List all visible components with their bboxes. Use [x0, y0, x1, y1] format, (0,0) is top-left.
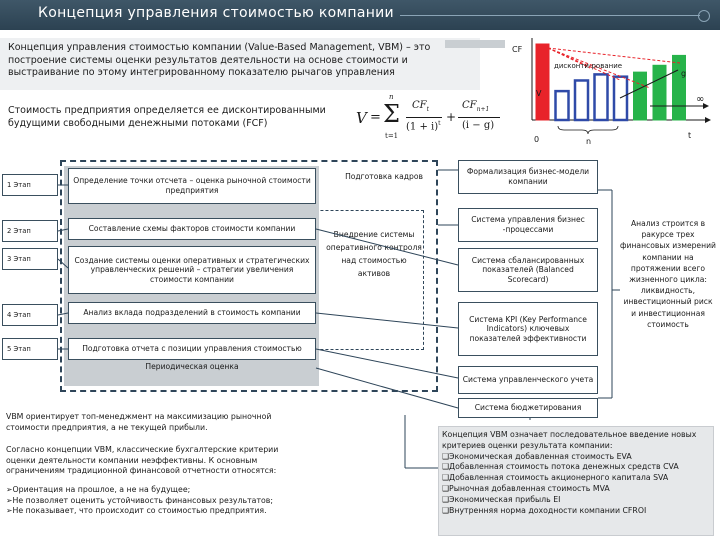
term1-den-sup: t	[438, 120, 441, 127]
criteria-item: Внутренняя норма доходности компании CFROI	[449, 505, 647, 515]
vbm-definition: Концепция управления стоимостью компании (Value-Based Management, VBM) – это построение системы оценки результатов деятельности на основе стоимости и выстраивание по этому интегрированному показателю рычагов управления	[8, 42, 431, 78]
intro-accent-bar	[445, 40, 505, 48]
discount-label: дисконти-рование	[554, 62, 623, 70]
list-item: ➢Не позволяет оценить устойчивость финансовых результатов;	[6, 495, 273, 505]
list-item: ❑Экономическая прибыль EI	[442, 494, 561, 504]
title-ornament	[698, 10, 710, 22]
formula-plus: +	[446, 110, 457, 124]
cf-bar-5	[634, 72, 647, 120]
term2-num-sub: n+1	[476, 106, 490, 113]
system-process-management: Система управления бизнес -процессами	[458, 208, 598, 242]
vbm-note	[6, 412, 306, 517]
cf-bar-3	[595, 74, 608, 120]
formula-term2-bar	[458, 117, 500, 118]
inf-label: ∞	[696, 94, 705, 105]
growth-line	[620, 70, 678, 98]
stage-5-label: 5 Этап	[2, 338, 58, 360]
stage-5-task: Подготовка отчета с позиции управления стоимостью	[68, 338, 316, 360]
list-item: ❑Добавленная стоимость потока денежных средств CVA	[442, 462, 679, 472]
term1-num-sub: t	[426, 106, 430, 113]
criteria-item: Экономическая прибыль EI	[449, 494, 561, 504]
formula-term1-den	[406, 120, 441, 132]
system-kpi: Система KPI (Key Performance Indicators) ключевых показателей эффективности	[458, 302, 598, 356]
formula-sum-top: n	[389, 93, 394, 101]
g-label: g	[681, 69, 687, 78]
stage-3-label: 3 Этап	[2, 248, 58, 270]
term1-den: (1 + i)	[406, 121, 439, 133]
stage-1-label: 1 Этап	[2, 174, 58, 196]
stage-4-label: 4 Этап	[2, 304, 58, 326]
system-balanced-scorecard: Система сбалансированных показателей (Balanced Scorecard)	[458, 248, 598, 292]
vbm-note-bullet: Не показывает, что происходит со стоимостью предприятия.	[12, 506, 267, 516]
t-label: t	[688, 131, 692, 140]
vbm-note-p1: VBM ориентирует топ-менеджмент на максимизацию рыночной стоимости предприятия, а не текущей прибыли.	[6, 412, 272, 432]
stage-1-task: Определение точки отсчета – оценка рыночной стоимости предприятия	[68, 168, 316, 204]
list-item: ❑Внутренняя норма доходности компании CFROI	[442, 505, 647, 515]
term2-num: CF	[462, 100, 477, 111]
vbm-note-bullet: Не позволяет оценить устойчивость финансовых результатов;	[12, 495, 273, 505]
vbm-note-p2: Согласно концепции VBM, классические бухгалтерские критерии оценки деятельности компании неэффективны. К основным ограничениям традиционной финансовой отчетности относятся:	[6, 445, 279, 476]
analysis-text: Анализ строится в ракурсе трех финансовых измерений компании на протяжении всего жизненного цикла: ликвидность, инвестиционный риск и инвестиционная стоимость	[620, 219, 716, 329]
formula-sigma: Σ	[383, 100, 400, 128]
value-formula	[356, 92, 506, 150]
stage-4-task: Анализ вклада подразделений в стоимость компании	[68, 302, 316, 324]
cf-bar-7	[673, 55, 686, 120]
n-label: n	[586, 137, 592, 146]
system-management-accounting: Система управленческого учета	[458, 366, 598, 394]
list-item: ➢Не показывает, что происходит со стоимостью предприятия.	[6, 506, 267, 516]
vbm-note-bullets	[6, 485, 306, 517]
operational-control: Внедрение системы оперативного контроля над стоимостью активов	[326, 230, 422, 278]
criteria-item: Добавленная стоимость потока денежных средств CVA	[449, 462, 679, 472]
list-item: ➢Ориентация на прошлое, а не на будущее;	[6, 484, 191, 494]
criteria-item: Рыночная добавленная стоимость MVA	[449, 483, 610, 493]
formula-sum-bottom: t=1	[385, 132, 399, 140]
cf-bar-4	[614, 77, 627, 120]
page-title: Концепция управления стоимостью компании	[38, 5, 394, 21]
system-business-model: Формализация бизнес-модели компании	[458, 160, 598, 194]
criteria-item: Добавленная стоимость акционерного капитала SVA	[449, 473, 669, 483]
system-budgeting: Система бюджетирования	[458, 398, 598, 418]
cf-bar-2	[575, 80, 588, 120]
formula-term1-bar	[406, 117, 442, 118]
formula-eq: =	[370, 110, 381, 125]
stage-2-task: Составление схемы факторов стоимости компании	[68, 218, 316, 240]
cf-bar-1	[556, 91, 569, 120]
formula-v: V	[356, 109, 367, 127]
term1-num: CF	[412, 100, 427, 111]
cf-bar-6	[653, 65, 666, 120]
v-label: V	[536, 89, 542, 98]
stage-3-task: Создание системы оценки оперативных и стратегических управленческих решений – стратегии увеличения стоимости компании	[68, 246, 316, 294]
list-item: ❑Экономическая добавленная стоимость EVA	[442, 451, 632, 461]
stage-2-label: 2 Этап	[2, 220, 58, 242]
list-item: ❑Добавленная стоимость акционерного капитала SVA	[442, 473, 669, 483]
cf-bar-0	[536, 44, 549, 120]
staff-training: Подготовка кадров	[345, 172, 423, 181]
formula-term2-den: (i − g)	[462, 120, 495, 131]
cash-flow-chart	[510, 38, 715, 148]
value-statement: Стоимость предприятия определяется ее дисконтированными будущими свободными денежными потоками (FCF)	[8, 105, 326, 129]
zero-label: 0	[534, 135, 540, 144]
list-item: ❑Рыночная добавленная стоимость MVA	[442, 483, 610, 493]
formula-term1-num	[412, 100, 429, 113]
periodic-assessment: Периодическая оценка	[145, 362, 239, 371]
criteria-content	[442, 430, 712, 516]
title-divider	[400, 15, 700, 16]
vbm-note-bullet: Ориентация на прошлое, а не на будущее;	[12, 484, 191, 494]
formula-term2-num	[462, 100, 489, 113]
n-brace	[558, 126, 618, 134]
title-bar	[0, 0, 720, 30]
criteria-intro: Концепция VBM означает последовательное введение новых критериев оценки результата компании:	[442, 430, 697, 450]
cf-axis-label: CF	[512, 45, 523, 54]
criteria-item: Экономическая добавленная стоимость EVA	[449, 451, 632, 461]
